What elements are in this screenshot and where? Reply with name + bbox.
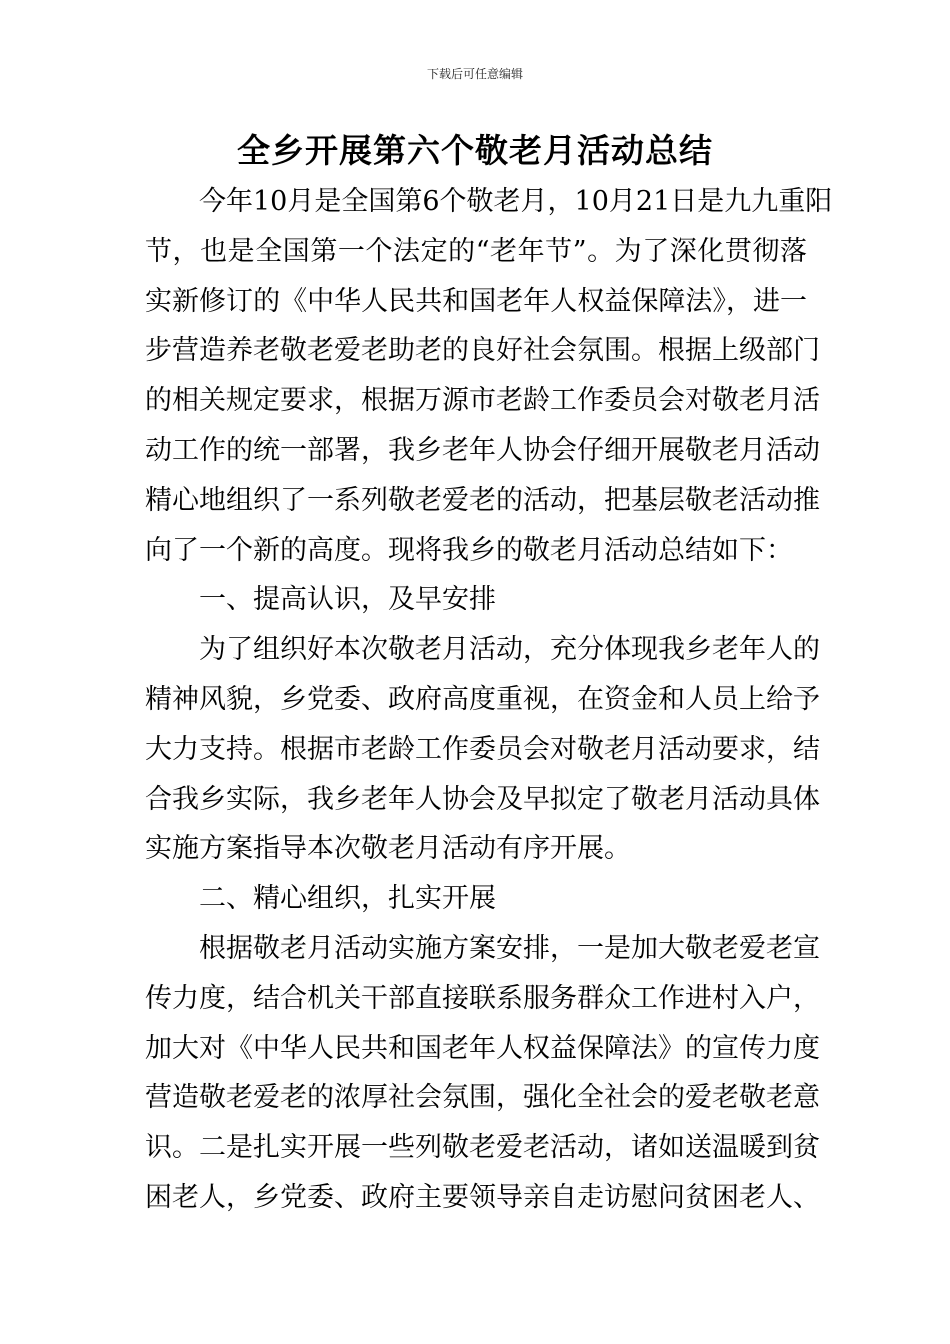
text-line: 根据敬老月活动实施方案安排，一是加大敬老爱老宣 — [199, 932, 820, 964]
text-line: 节，也是全国第一个法定的“老年节”。为了深化贯彻落 — [145, 235, 807, 267]
section-heading-2 — [145, 874, 807, 924]
text-line: 精神风貌，乡党委、政府高度重视，在资金和人员上给予 — [145, 683, 820, 715]
text-line: 动工作的统一部署，我乡老年人协会仔细开展敬老月活动 — [145, 434, 820, 466]
text-line: 为了组织好本次敬老月活动，充分体现我乡老年人的 — [199, 634, 820, 666]
text-line: 今年10月是全国第6个敬老月，10月21日是九九重阳 — [199, 186, 833, 217]
text-line: 传力度，结合机关干部直接联系服务群众工作进村入户， — [145, 982, 820, 1014]
text-line: 的相关规定要求，根据万源市老龄工作委员会对敬老月活 — [145, 385, 820, 417]
text-line: 实施方案指导本次敬老月活动有序开展。 — [145, 833, 631, 865]
text-line: 营造敬老爱老的浓厚社会氛围，强化全社会的爱老敬老意 — [145, 1082, 820, 1114]
text-line: 合我乡实际，我乡老年人协会及早拟定了敬老月活动具体 — [145, 783, 820, 815]
section-heading: 二、精心组织，扎实开展 — [199, 883, 496, 915]
section-heading-1 — [145, 575, 807, 625]
text-line: 加大对《中华人民共和国老年人权益保障法》的宣传力度 — [145, 1032, 820, 1064]
text-line: 精心地组织了一系列敬老爱老的活动，把基层敬老活动推 — [145, 484, 820, 516]
text-line: 向了一个新的高度。现将我乡的敬老月活动总结如下： — [145, 534, 793, 566]
paragraph-section-2 — [145, 924, 820, 1223]
text-line: 识。二是扎实开展一些列敬老爱老活动，诸如送温暖到贫 — [145, 1132, 820, 1164]
text-line: 困老人，乡党委、政府主要领导亲自走访慰问贫困老人、 — [145, 1181, 820, 1213]
document-body — [145, 177, 833, 1223]
paragraph-intro — [145, 177, 833, 575]
text-line: 步营造养老敬老爱老助老的良好社会氛围。根据上级部门 — [145, 335, 820, 367]
document-title: 全乡开展第六个敬老月活动总结 — [237, 131, 713, 170]
section-heading: 一、提高认识，及早安排 — [199, 584, 496, 616]
paragraph-section-1 — [145, 625, 820, 874]
header-note: 下载后可任意编辑 — [426, 67, 523, 81]
text-line: 实新修订的《中华人民共和国老年人权益保障法》，进一 — [145, 285, 807, 317]
text-line: 大力支持。根据市老龄工作委员会对敬老月活动要求，结 — [145, 733, 820, 765]
